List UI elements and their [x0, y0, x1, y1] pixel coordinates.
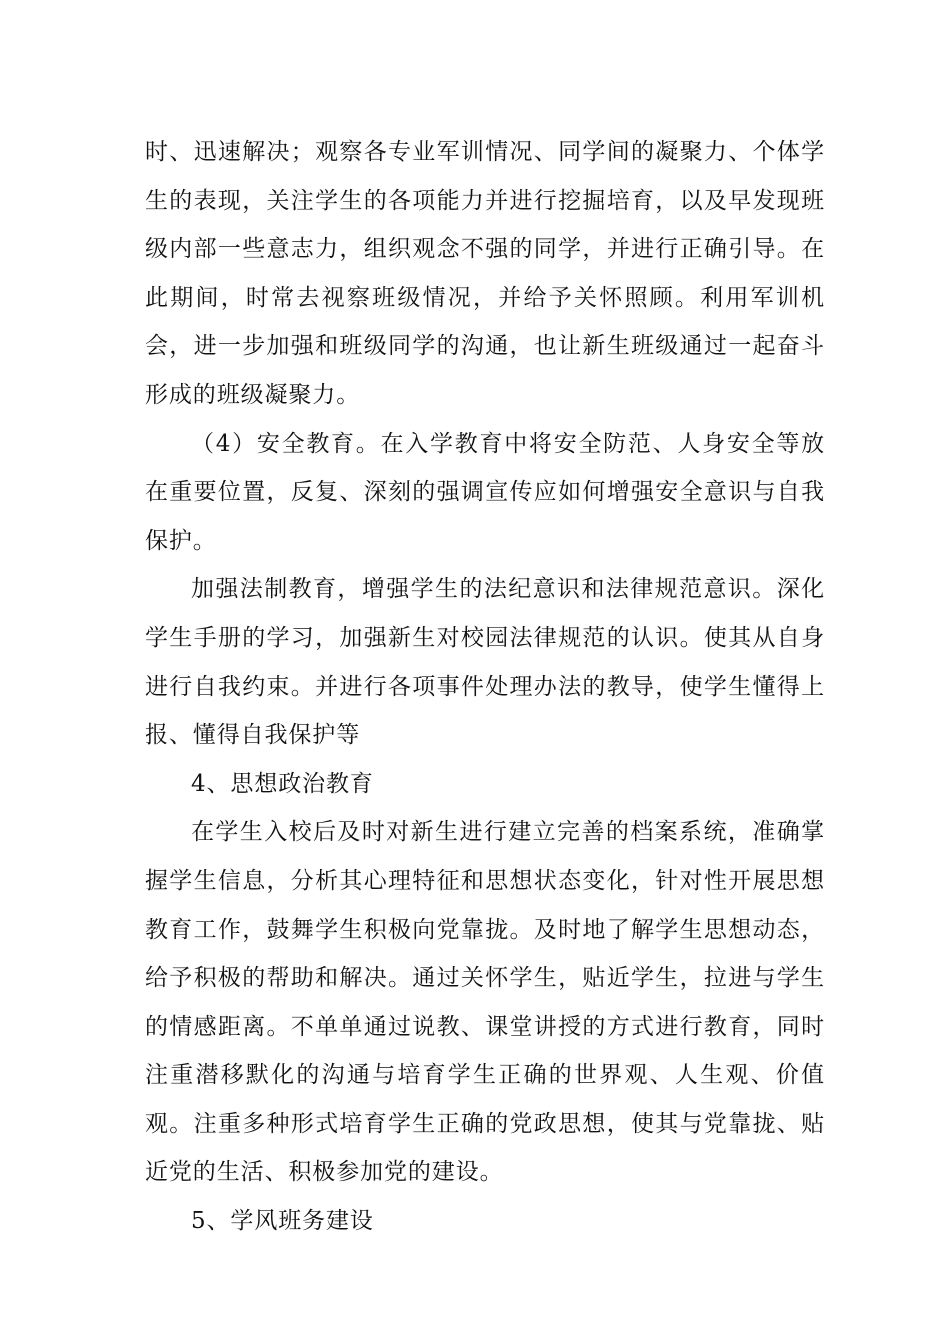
- heading-study-style: 5、学风班务建设: [191, 1208, 374, 1235]
- paragraph-military-training-cont: 时、迅速解决；观察各专业军训情况、同学间的凝聚力、个体学生的表现，关注学生的各项能力并进行挖掘培育，以及早发现班级内部一些意志力，组织观念不强的同学，并进行正确引导。在此期间，时常去视察班级情况，并给予关怀照顾。利用军训机会，进一步加强和班级同学的沟通，也让新生班级通过一起奋斗形成的班级凝聚力。: [145, 139, 825, 408]
- paragraph-safety-education: （4）安全教育。在入学教育中将安全防范、人身安全等放在重要位置，反复、深刻的强调宣传应如何增强安全意识与自我保护。: [145, 430, 825, 554]
- paragraph-ideological-education: 在学生入校后及时对新生进行建立完善的档案系统，准确掌握学生信息，分析其心理特征和思想状态变化，针对性开展思想教育工作，鼓舞学生积极向党靠拢。及时地了解学生思想动态，给予积极的帮助和解决。通过关怀学生，贴近学生，拉进与学生的情感距离。不单单通过说教、课堂讲授的方式进行教育，同时注重潜移默化的沟通与培育学生正确的世界观、人生观、价值观。注重多种形式培育学生正确的党政思想，使其与党靠拢、贴近党的生活、积极参加党的建设。: [145, 819, 825, 1186]
- document-body: [145, 128, 825, 1246]
- paragraph-legal-education: 加强法制教育，增强学生的法纪意识和法律规范意识。深化学生手册的学习，加强新生对校园法律规范的认识。使其从自身进行自我约束。并进行各项事件处理办法的教导，使学生懂得上报、懂得自我保护等: [145, 576, 825, 749]
- heading-ideological-education: 4、思想政治教育: [191, 770, 374, 797]
